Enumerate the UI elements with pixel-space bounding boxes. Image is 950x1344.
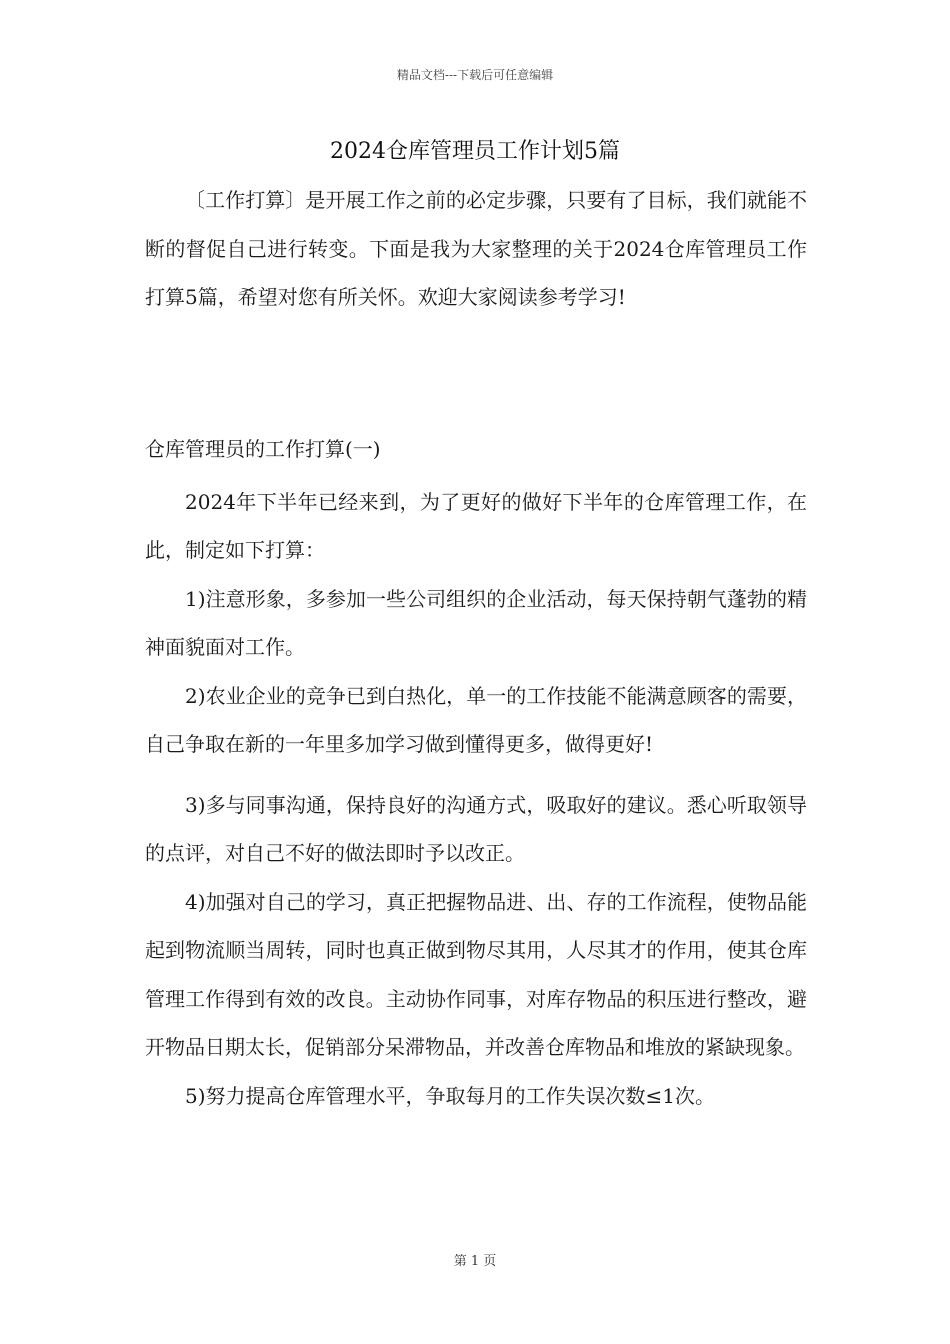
paragraph-3: 2)农业企业的竞争已到白热化，单一的工作技能不能满意顾客的需要，自己争取在新的一年里多加学习做到懂得更多，做得更好! [145, 683, 807, 756]
paragraph-6: 5)努力提高仓库管理水平，争取每月的工作失误次数≤1次。 [185, 1083, 716, 1108]
intro-block [145, 176, 807, 322]
page-header: 精品文档---下载后可任意编辑 [396, 68, 554, 82]
paragraph-4: 3)多与同事沟通，保持良好的沟通方式，吸取好的建议。悉心听取领导的点评，对自己不好的做法即时予以改正。 [145, 792, 807, 865]
paragraph-2: 1)注意形象，多参加一些公司组织的企业活动，每天保持朝气蓬勃的精神面貌面对工作。 [145, 586, 807, 659]
section-heading: 仓库管理员的工作打算(一) [145, 437, 381, 461]
intro-paragraph: 〔工作打算〕是开展工作之前的必定步骤，只要有了目标，我们就能不断的督促自己进行转变。下面是我为大家整理的关于2024仓库管理员工作打算5篇，希望对您有所关怀。欢迎大家阅读参考学习! [145, 188, 807, 309]
document-title: 2024仓库管理员工作计划5篇 [330, 139, 620, 164]
paragraph-1: 2024年下半年已经来到，为了更好的做好下半年的仓库管理工作，在此，制定如下打算： [145, 489, 807, 562]
section-one [145, 425, 807, 1120]
page-number: 第 1 页 [453, 1254, 497, 1269]
paragraph-5: 4)加强对自己的学习，真正把握物品进、出、存的工作流程，使物品能起到物流顺当周转，同时也真正做到物尽其用，人尽其才的作用，使其仓库管理工作得到有效的改良。主动协作同事，对库存物品的积压进行整改，避开物品日期太长，促销部分呆滞物品，并改善仓库物品和堆放的紧缺现象。 [145, 889, 807, 1059]
